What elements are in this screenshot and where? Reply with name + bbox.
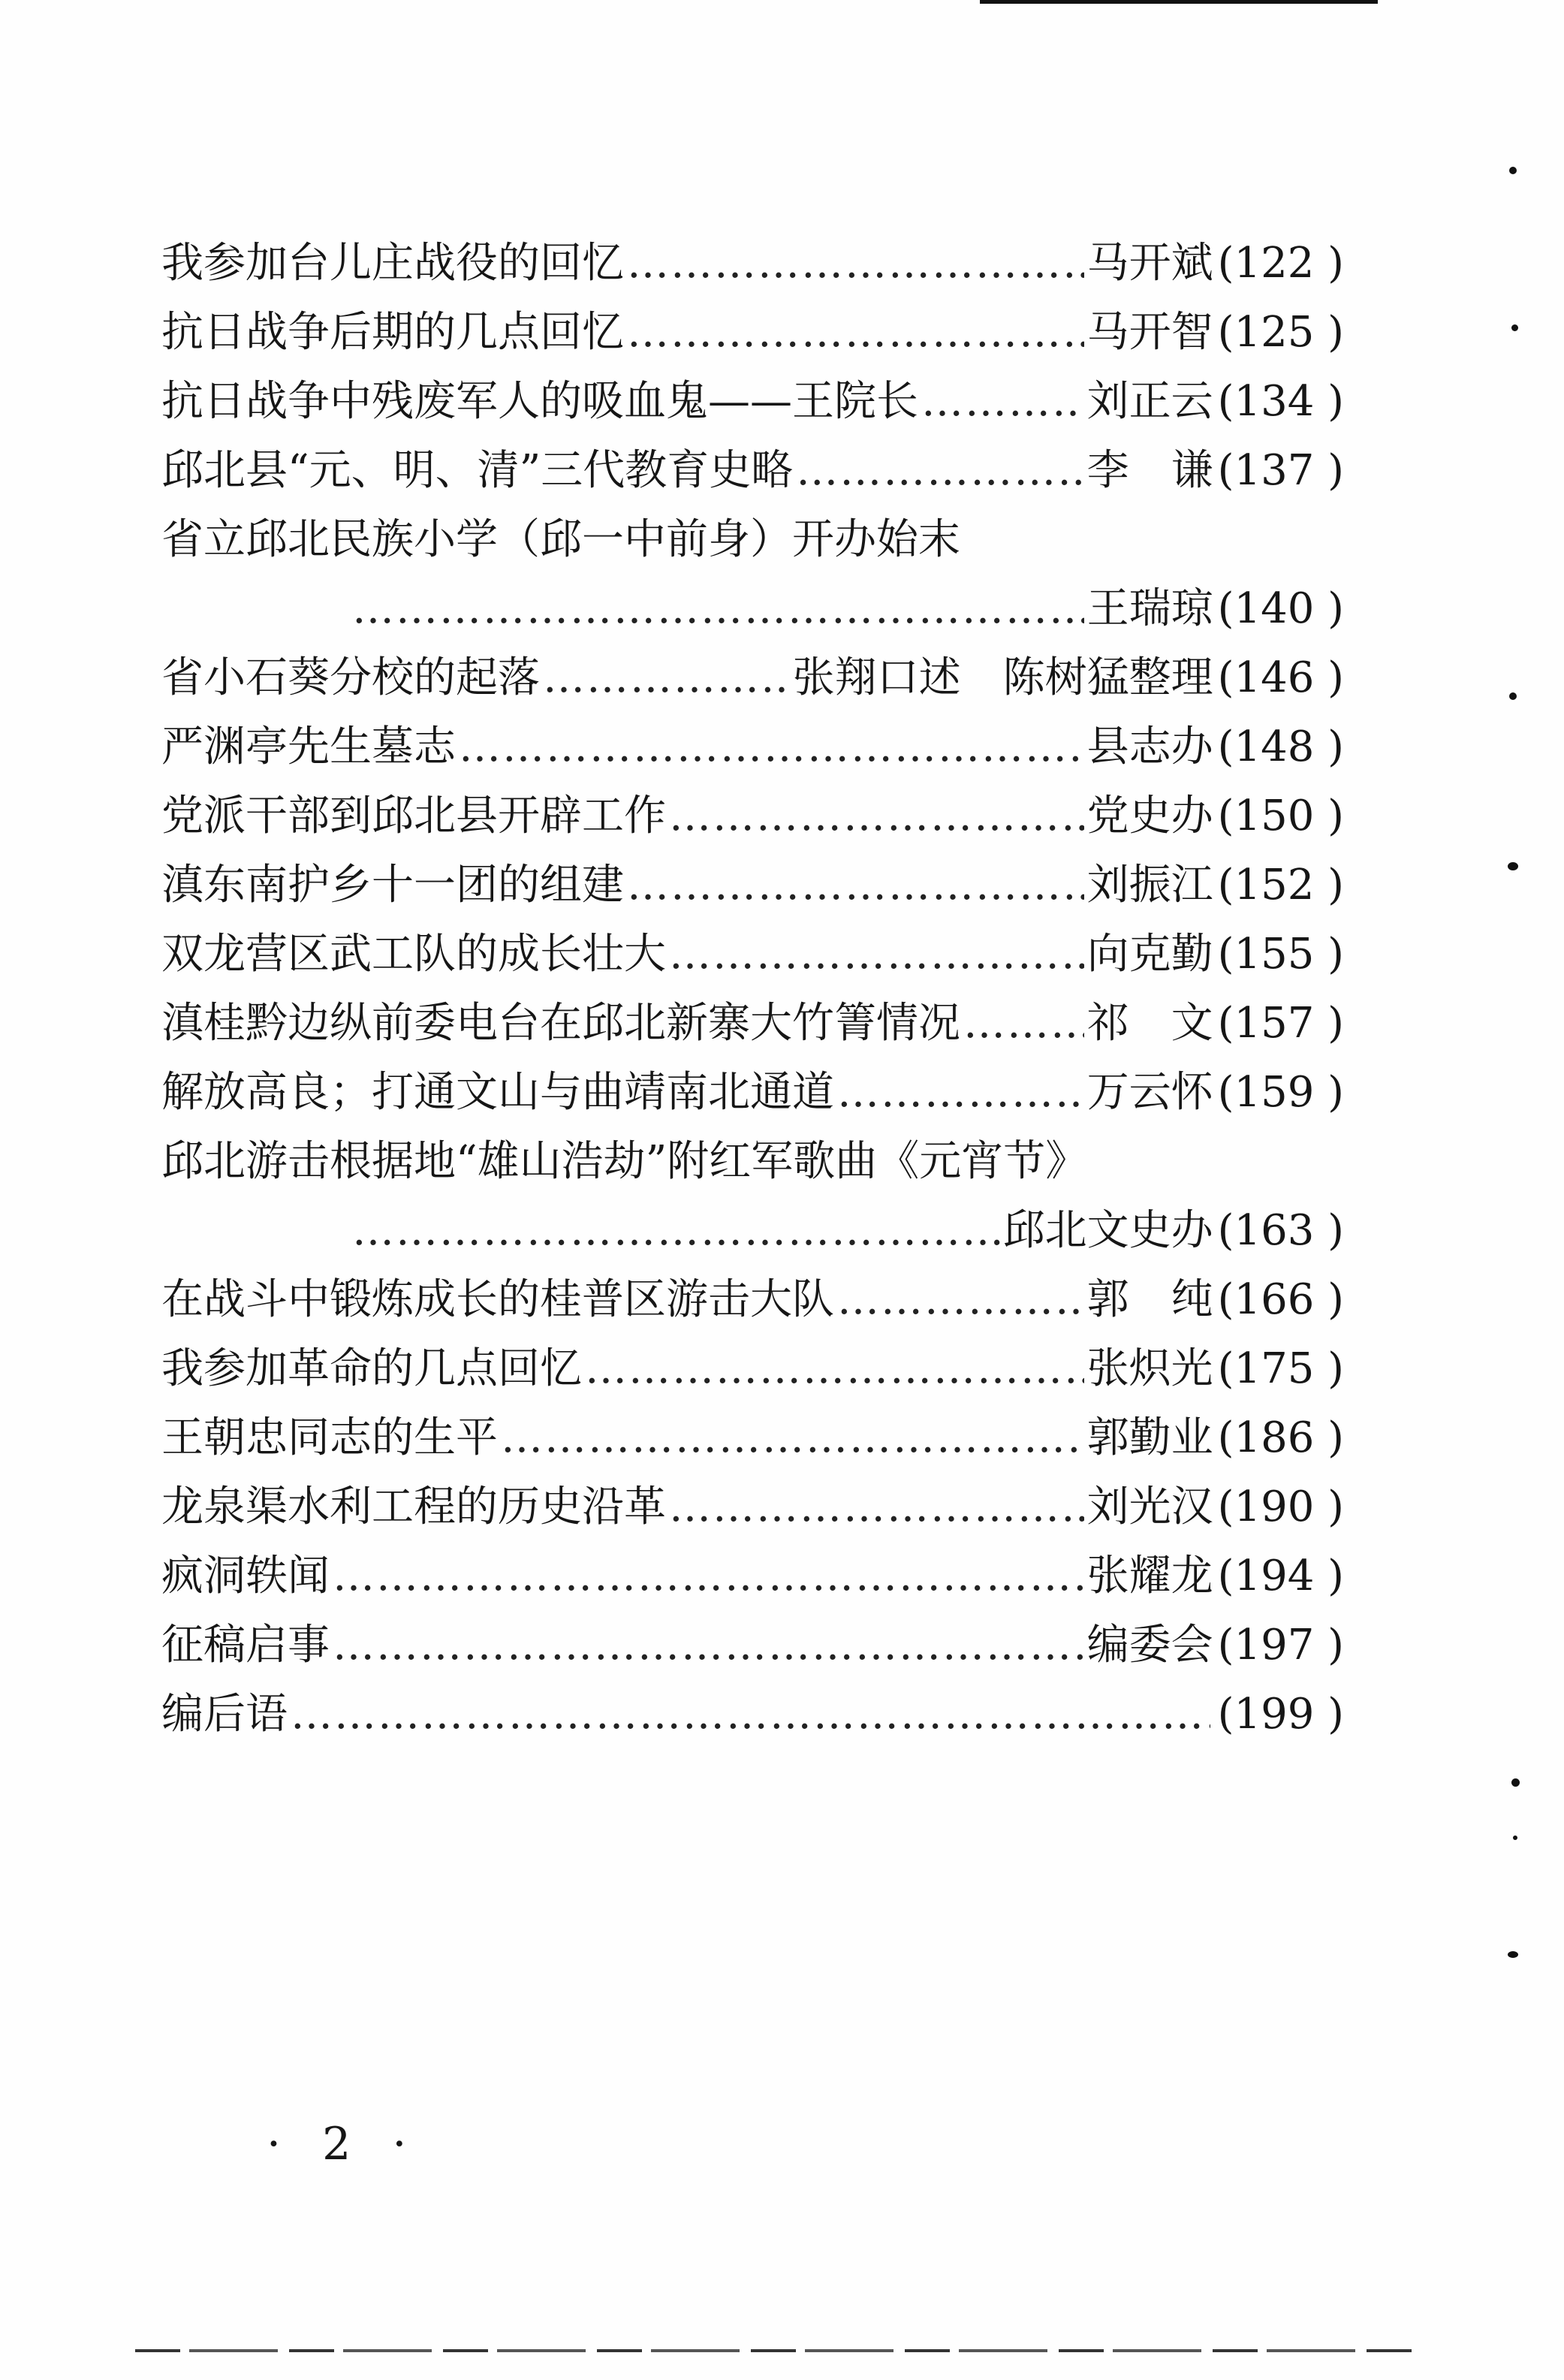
dot-leader (921, 367, 1084, 436)
scan-speck (1509, 167, 1517, 174)
entry-title-line: 邱北游击根据地“雄山浩劫”附红军歌曲《元宵节》 (161, 1137, 1088, 1186)
entry-page: (175 ) (1217, 1344, 1344, 1393)
dot-leader (501, 1404, 1084, 1473)
entry-page: (148 ) (1217, 722, 1344, 771)
toc-entry (161, 1265, 1344, 1335)
entry-author: 刘振江 (1086, 861, 1213, 909)
page-number: · 2 · (267, 2118, 420, 2170)
toc-entry (161, 1335, 1344, 1404)
top-rule (980, 0, 1378, 4)
toc-entry-continuation (161, 575, 1344, 644)
toc-entry (161, 1542, 1344, 1611)
entry-author: 郭 纯 (1086, 1275, 1213, 1324)
entry-page: (146 ) (1217, 653, 1344, 702)
toc-entry (161, 1680, 1344, 1749)
entry-author: 县志办 (1086, 722, 1213, 771)
entry-title: 龙泉渠水利工程的历史沿革 (161, 1483, 666, 1531)
scan-speck (1511, 324, 1518, 331)
dot-leader (459, 713, 1084, 782)
dot-leader (585, 1335, 1084, 1404)
entry-title-line: 省立邱北民族小学（邱一中前身）开办始末 (161, 515, 960, 564)
entry-author: 李 谦 (1086, 446, 1213, 495)
entry-author: 郭勤业 (1086, 1413, 1213, 1462)
dot-leader (291, 1680, 1210, 1749)
bottom-rule (135, 2349, 1412, 2352)
entry-author: 向克勤 (1086, 930, 1213, 979)
dot-leader (796, 436, 1083, 505)
entry-author: 党史办 (1086, 792, 1213, 840)
toc-entry (161, 1058, 1344, 1127)
scan-speck (1513, 1836, 1517, 1840)
entry-title: 严渊亭先生墓志 (161, 722, 456, 771)
toc-entry (161, 229, 1344, 298)
dot-leader (627, 298, 1084, 367)
dot-leader (963, 989, 1084, 1058)
toc-entry (161, 1611, 1344, 1680)
dot-leader (669, 1473, 1084, 1542)
entry-title: 疯洞轶闻 (161, 1552, 330, 1600)
toc-entry (161, 644, 1344, 713)
entry-author: 编委会 (1086, 1621, 1213, 1670)
entry-page: (137 ) (1217, 446, 1344, 495)
entry-author: 王瑞琼 (1086, 584, 1213, 633)
toc-entry (161, 1404, 1344, 1473)
dot-leader (333, 1611, 1084, 1680)
entry-title: 抗日战争中残废军人的吸血鬼——王院长 (161, 377, 918, 426)
table-of-contents (161, 229, 1344, 1749)
entry-title: 抗日战争后期的几点回忆 (161, 308, 624, 357)
dot-leader (837, 1058, 1084, 1127)
entry-page: (157 ) (1217, 999, 1344, 1048)
entry-page: (155 ) (1217, 930, 1344, 979)
entry-title: 解放高良；打通文山与曲靖南北通道 (161, 1068, 834, 1117)
entry-title: 滇桂黔边纵前委电台在邱北新寨大竹箐情况 (161, 999, 960, 1048)
entry-author: 刘光汉 (1086, 1483, 1213, 1531)
dot-leader (333, 1542, 1084, 1611)
entry-page: (150 ) (1217, 792, 1344, 840)
entry-page: (140 ) (1217, 584, 1344, 633)
entry-page: (159 ) (1217, 1068, 1344, 1117)
entry-title: 双龙营区武工队的成长壮大 (161, 930, 666, 979)
dot-leader (543, 644, 790, 713)
entry-author: 邱北文史办 (1002, 1206, 1213, 1255)
entry-page: (197 ) (1217, 1621, 1344, 1670)
toc-entry (161, 1473, 1344, 1542)
toc-entry (161, 851, 1344, 920)
entry-author: 马开斌 (1086, 239, 1213, 288)
entry-page: (166 ) (1217, 1275, 1344, 1324)
entry-title: 邱北县“元、明、清”三代教育史略 (161, 446, 794, 495)
toc-entry (161, 367, 1344, 436)
toc-entry (161, 436, 1344, 505)
entry-title: 编后语 (161, 1690, 288, 1739)
entry-author: 张炽光 (1086, 1344, 1213, 1393)
scan-speck (1508, 1951, 1518, 1958)
entry-title: 在战斗中锻炼成长的桂普区游击大队 (161, 1275, 834, 1324)
entry-page: (163 ) (1217, 1206, 1344, 1255)
toc-entry (161, 713, 1344, 782)
toc-entry-continuation (161, 1196, 1344, 1265)
toc-entry (161, 298, 1344, 367)
dot-leader (669, 782, 1084, 851)
entry-title: 王朝忠同志的生平 (161, 1413, 498, 1462)
entry-page: (122 ) (1217, 239, 1344, 288)
entry-title: 征稿启事 (161, 1621, 330, 1670)
scan-speck (1508, 862, 1518, 870)
entry-title: 党派干部到邱北县开辟工作 (161, 792, 666, 840)
entry-title: 省小石葵分校的起落 (161, 653, 540, 702)
dot-leader (627, 229, 1084, 298)
entry-page: (134 ) (1217, 377, 1344, 426)
dot-leader (837, 1265, 1084, 1335)
entry-page: (190 ) (1217, 1483, 1344, 1531)
dot-leader (669, 920, 1084, 989)
toc-entry (161, 989, 1344, 1058)
entry-page: (186 ) (1217, 1413, 1344, 1462)
toc-entry (161, 782, 1344, 851)
entry-title: 我参加台儿庄战役的回忆 (161, 239, 624, 288)
scan-speck (1509, 692, 1517, 700)
dot-leader (352, 575, 1084, 644)
entry-page: (199 ) (1217, 1690, 1344, 1739)
entry-author: 张耀龙 (1086, 1552, 1213, 1600)
entry-page: (152 ) (1217, 861, 1344, 909)
entry-author: 万云怀 (1086, 1068, 1213, 1117)
entry-page: (125 ) (1217, 308, 1344, 357)
entry-title: 我参加革命的几点回忆 (161, 1344, 582, 1393)
entry-page: (194 ) (1217, 1552, 1344, 1600)
toc-entry (161, 920, 1344, 989)
entry-author: 刘正云 (1086, 377, 1213, 426)
entry-title: 滇东南护乡十一团的组建 (161, 861, 624, 909)
entry-author: 马开智 (1086, 308, 1213, 357)
entry-author: 祁 文 (1086, 999, 1213, 1048)
dot-leader (352, 1196, 1000, 1265)
dot-leader (627, 851, 1084, 920)
entry-author: 张翔口述 陈树猛整理 (792, 653, 1213, 702)
scan-speck (1511, 1778, 1520, 1787)
